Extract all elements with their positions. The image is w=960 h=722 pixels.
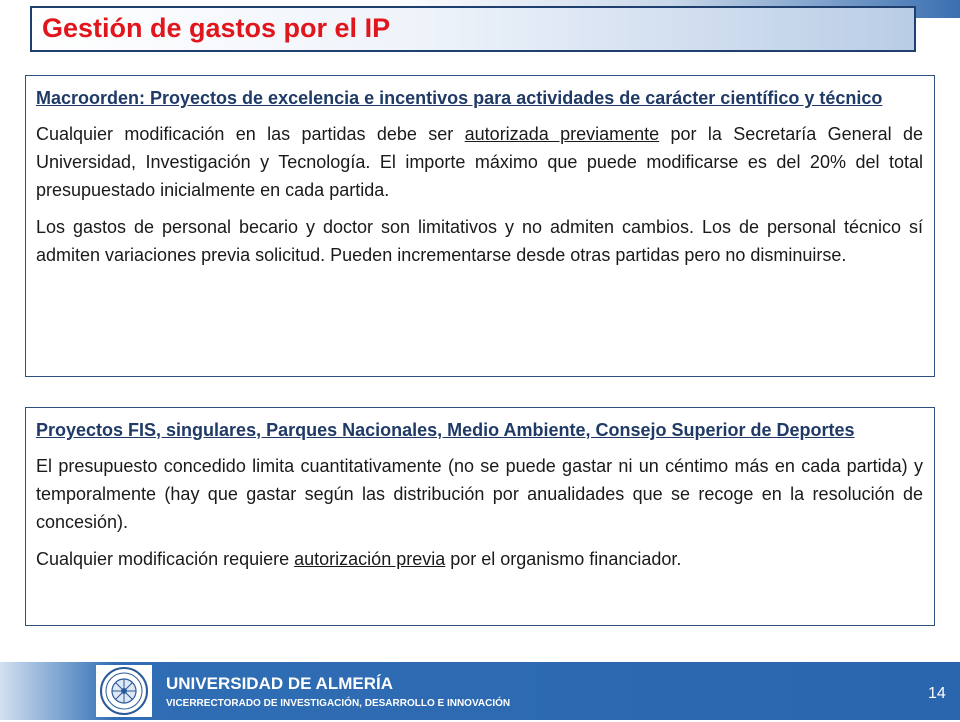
section-heading: Proyectos FIS, singulares, Parques Nacionales, Medio Ambiente, Consejo Superior de Deportes [36,420,855,440]
title-box [30,6,916,52]
paragraph [36,120,923,204]
section-macroorden [25,75,935,377]
university-name: UNIVERSIDAD DE ALMERÍA [166,674,393,693]
page-number: 14 [928,685,946,702]
slide-title: Gestión de gastos por el IP [42,13,391,43]
paragraph: Los gastos de personal becario y doctor son limitativos y no admiten cambios. Los de personal técnico sí admiten variaciones previa solicitud. Pueden incrementarse desde otras partidas pero no disminuirse. [36,217,923,265]
section-heading: Macroorden: Proyectos de excelencia e incentivos para actividades de carácter científico y técnico [36,88,883,108]
text-span: por el organismo financiador. [445,549,682,569]
university-seal-icon [96,665,152,717]
section-proyectos-fis [25,407,935,626]
paragraph: El presupuesto concedido limita cuantitativamente (no se puede gastar ni un céntimo más en cada partida) y temporalmente (hay que gastar según las distribución por anualidades que se recoge en la resolución de concesión). [36,456,923,532]
text-span: Cualquier modificación en las partidas debe ser [36,124,465,144]
underlined-text: autorización previa [294,549,446,569]
department-name: VICERRECTORADO DE INVESTIGACIÓN, DESARROLLO E INNOVACIÓN [166,698,511,709]
underlined-text: autorizada previamente [464,124,660,144]
text-span: Cualquier modificación requiere [36,549,295,569]
text-span: por la Secretaría General de Universidad, Investigación y Tecnología. El importe máximo que puede modificarse es del 20% del total presupuestado inicialmente en cada partida. [36,124,923,200]
paragraph [36,545,923,573]
